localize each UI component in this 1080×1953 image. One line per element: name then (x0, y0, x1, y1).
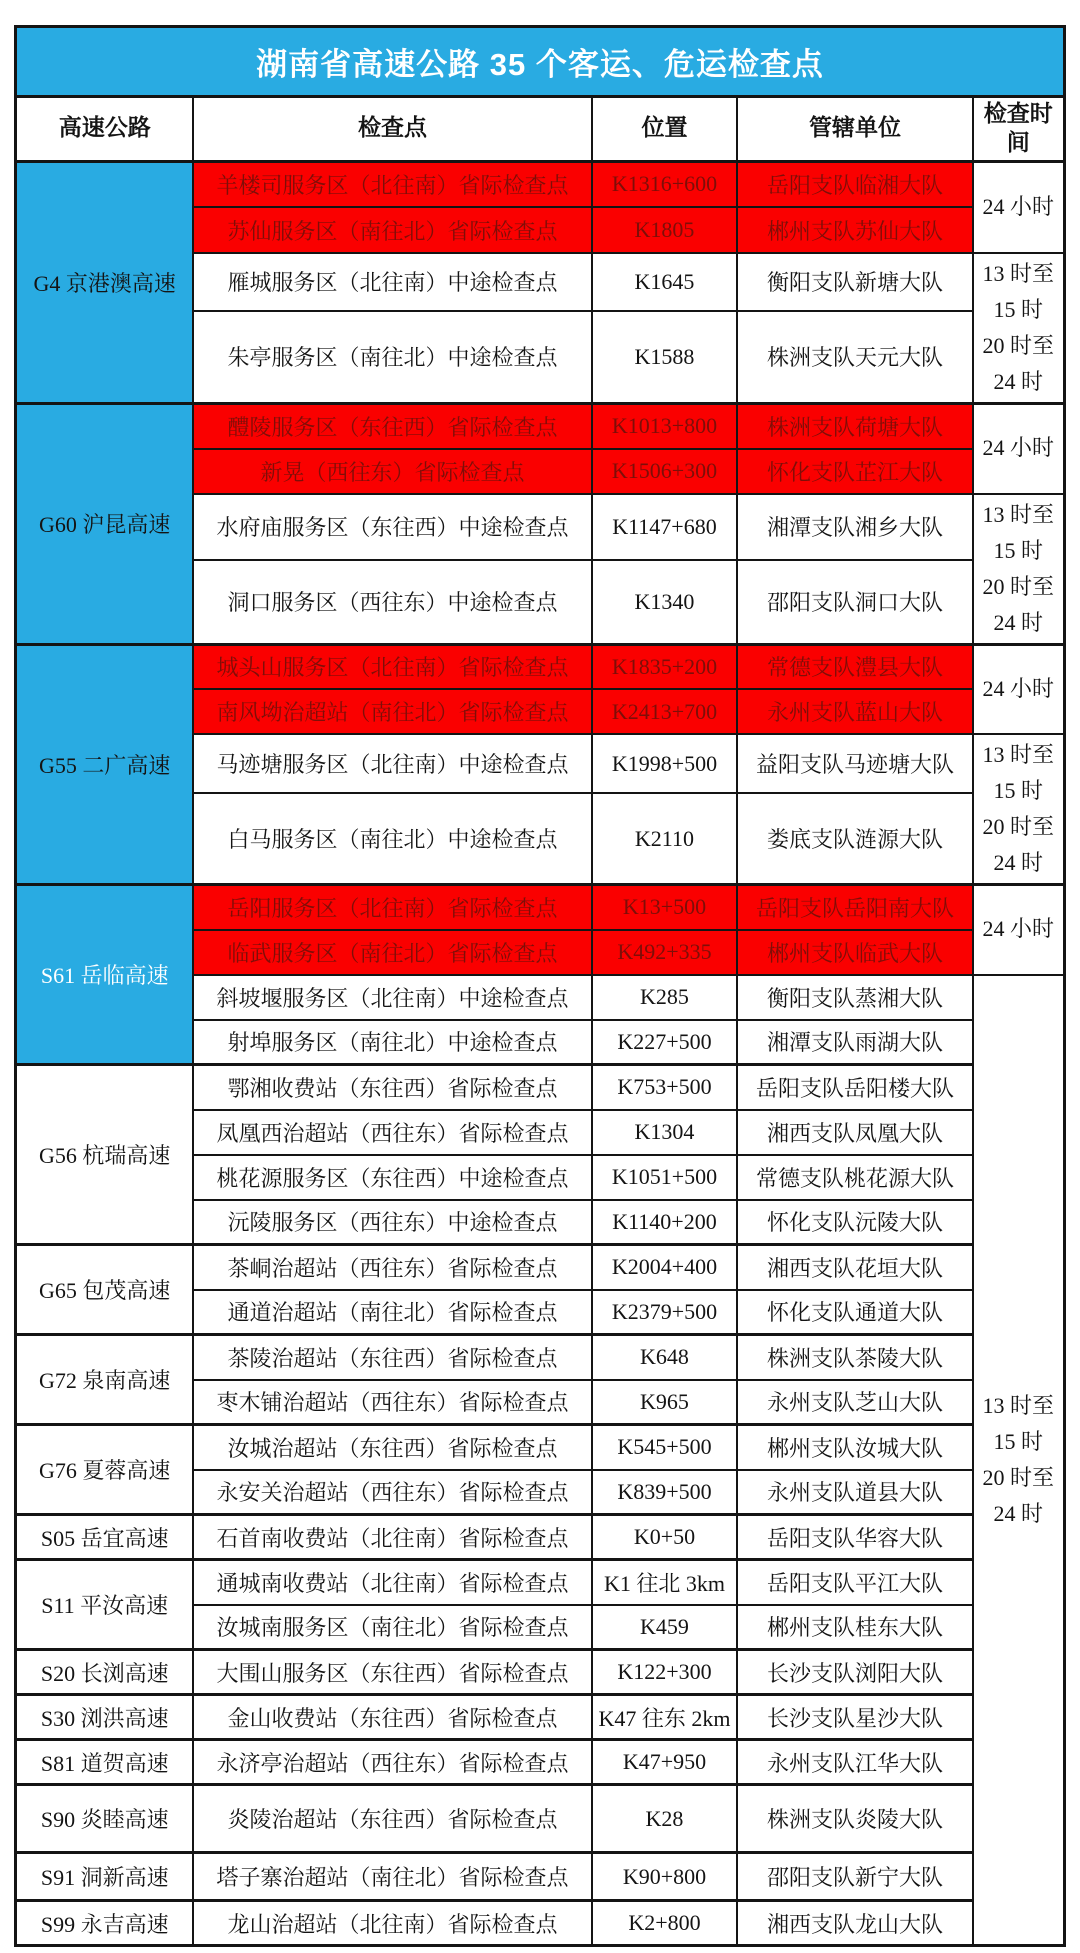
time-cell (973, 494, 1064, 645)
location-cell: K2110 (592, 793, 737, 884)
unit-cell: 郴州支队汝城大队 (737, 1425, 973, 1470)
time-cell-merged (973, 975, 1064, 1946)
unit-cell: 株洲支队天元大队 (737, 311, 973, 404)
highway-cell: S90 炎睦高速 (16, 1785, 193, 1853)
checkpoint-cell: 大围山服务区（东往西）省际检查点 (193, 1650, 592, 1695)
unit-cell: 邵阳支队新宁大队 (737, 1853, 973, 1901)
location-cell: K1316+600 (592, 161, 737, 207)
location-cell: K90+800 (592, 1853, 737, 1901)
time-cell (973, 734, 1064, 885)
header-location: 位置 (592, 97, 737, 162)
unit-cell: 湘西支队花垣大队 (737, 1245, 973, 1290)
checkpoint-cell: 雁城服务区（北往南）中途检查点 (193, 253, 592, 311)
unit-cell: 岳阳支队岳阳楼大队 (737, 1065, 973, 1110)
checkpoint-cell: 桃花源服务区（东往西）中途检查点 (193, 1155, 592, 1200)
highway-cell: G4 京港澳高速 (16, 161, 193, 404)
checkpoint-cell: 射埠服务区（南往北）中途检查点 (193, 1020, 592, 1065)
checkpoint-cell: 苏仙服务区（南往北）省际检查点 (193, 207, 592, 253)
unit-cell: 衡阳支队蒸湘大队 (737, 975, 973, 1020)
location-cell: K459 (592, 1605, 737, 1650)
unit-cell: 长沙支队星沙大队 (737, 1695, 973, 1740)
location-cell: K965 (592, 1380, 737, 1425)
unit-cell: 常德支队澧县大队 (737, 644, 973, 689)
location-cell: K0+50 (592, 1515, 737, 1560)
unit-cell: 湘潭支队湘乡大队 (737, 494, 973, 560)
time-line: 20 时至 (982, 814, 1054, 839)
checkpoint-table (14, 25, 1065, 1947)
time-cell: 24 小时 (973, 161, 1064, 253)
time-line: 15 时 (993, 1428, 1043, 1454)
unit-cell: 永州支队芝山大队 (737, 1380, 973, 1425)
time-line: 15 时 (993, 297, 1043, 322)
highway-cell: S61 岳临高速 (16, 885, 193, 1065)
checkpoint-cell: 斜坡堰服务区（北往南）中途检查点 (193, 975, 592, 1020)
unit-cell: 益阳支队马迹塘大队 (737, 734, 973, 793)
highway-cell: S11 平汝高速 (16, 1560, 193, 1650)
unit-cell: 岳阳支队岳阳南大队 (737, 885, 973, 930)
highway-cell: G56 杭瑞高速 (16, 1065, 193, 1245)
checkpoint-cell: 通道治超站（南往北）省际检查点 (193, 1290, 592, 1335)
highway-cell: S05 岳宜高速 (16, 1515, 193, 1560)
highway-cell: G72 泉南高速 (16, 1335, 193, 1425)
page-title: 湖南省高速公路 35 个客运、危运检查点 (16, 27, 1064, 97)
unit-cell: 永州支队蓝山大队 (737, 689, 973, 734)
unit-cell: 湘潭支队雨湖大队 (737, 1020, 973, 1065)
checkpoint-cell: 沅陵服务区（西往东）中途检查点 (193, 1200, 592, 1245)
checkpoint-cell: 金山收费站（东往西）省际检查点 (193, 1695, 592, 1740)
time-cell: 24 小时 (973, 404, 1064, 494)
checkpoint-cell: 龙山治超站（北往南）省际检查点 (193, 1901, 592, 1946)
unit-cell: 株洲支队炎陵大队 (737, 1785, 973, 1853)
time-cell: 24 小时 (973, 644, 1064, 734)
location-cell: K1506+300 (592, 449, 737, 494)
location-cell: K1805 (592, 207, 737, 253)
unit-cell: 岳阳支队平江大队 (737, 1560, 973, 1605)
location-cell: K2004+400 (592, 1245, 737, 1290)
checkpoint-cell: 永济亭治超站（西往东）省际检查点 (193, 1740, 592, 1785)
unit-cell: 怀化支队通道大队 (737, 1290, 973, 1335)
location-cell: K2+800 (592, 1901, 737, 1946)
unit-cell: 邵阳支队洞口大队 (737, 560, 973, 644)
highway-cell: S99 永吉高速 (16, 1901, 193, 1946)
unit-cell: 岳阳支队临湘大队 (737, 161, 973, 207)
unit-cell: 郴州支队苏仙大队 (737, 207, 973, 253)
checkpoint-cell: 茶陵治超站（东往西）省际检查点 (193, 1335, 592, 1380)
location-cell: K545+500 (592, 1425, 737, 1470)
checkpoint-cell: 水府庙服务区（东往西）中途检查点 (193, 494, 592, 560)
time-line: 13 时至 (982, 1392, 1054, 1418)
checkpoint-cell: 通城南收费站（北往南）省际检查点 (193, 1560, 592, 1605)
highway-cell: S30 浏洪高速 (16, 1695, 193, 1740)
location-cell: K122+300 (592, 1650, 737, 1695)
checkpoint-cell: 新晃（西往东）省际检查点 (193, 449, 592, 494)
checkpoint-cell: 鄂湘收费站（东往西）省际检查点 (193, 1065, 592, 1110)
unit-cell: 郴州支队桂东大队 (737, 1605, 973, 1650)
unit-cell: 湘西支队龙山大队 (737, 1901, 973, 1946)
unit-cell: 长沙支队浏阳大队 (737, 1650, 973, 1695)
unit-cell: 娄底支队涟源大队 (737, 793, 973, 884)
header-highway: 高速公路 (16, 97, 193, 162)
location-cell: K47+950 (592, 1740, 737, 1785)
checkpoint-cell: 洞口服务区（西往东）中途检查点 (193, 560, 592, 644)
location-cell: K648 (592, 1335, 737, 1380)
time-line: 24 时 (993, 850, 1043, 875)
checkpoint-cell: 汝城治超站（东往西）省际检查点 (193, 1425, 592, 1470)
time-line: 20 时至 (982, 573, 1054, 599)
checkpoint-cell: 白马服务区（南往北）中途检查点 (193, 793, 592, 884)
location-cell: K1304 (592, 1110, 737, 1155)
highway-cell: S20 长浏高速 (16, 1650, 193, 1695)
location-cell: K1147+680 (592, 494, 737, 560)
location-cell: K1588 (592, 311, 737, 404)
checkpoint-cell: 塔子寨治超站（南往北）省际检查点 (193, 1853, 592, 1901)
location-cell: K285 (592, 975, 737, 1020)
checkpoint-cell: 临武服务区（南往北）省际检查点 (193, 930, 592, 975)
location-cell: K492+335 (592, 930, 737, 975)
location-cell: K1340 (592, 560, 737, 644)
time-line: 24 时 (993, 609, 1043, 635)
highway-cell: S91 洞新高速 (16, 1853, 193, 1901)
checkpoint-cell: 醴陵服务区（东往西）省际检查点 (193, 404, 592, 449)
time-line: 13 时至 (982, 742, 1054, 767)
checkpoint-cell: 炎陵治超站（东往西）省际检查点 (193, 1785, 592, 1853)
time-line: 15 时 (993, 537, 1043, 563)
location-cell: K227+500 (592, 1020, 737, 1065)
checkpoint-cell: 岳阳服务区（北往南）省际检查点 (193, 885, 592, 930)
unit-cell: 株洲支队荷塘大队 (737, 404, 973, 449)
location-cell: K1013+800 (592, 404, 737, 449)
highway-cell: G60 沪昆高速 (16, 404, 193, 645)
time-line: 24 时 (993, 1500, 1043, 1526)
highway-cell: S81 道贺高速 (16, 1740, 193, 1785)
time-line: 13 时至 (982, 261, 1054, 286)
checkpoint-cell: 马迹塘服务区（北往南）中途检查点 (193, 734, 592, 793)
time-line: 20 时至 (982, 1464, 1054, 1490)
header-checkpoint: 检查点 (193, 97, 592, 162)
checkpoint-cell: 汝城南服务区（南往北）省际检查点 (193, 1605, 592, 1650)
location-cell: K1051+500 (592, 1155, 737, 1200)
checkpoint-cell: 城头山服务区（北往南）省际检查点 (193, 644, 592, 689)
checkpoint-cell: 羊楼司服务区（北往南）省际检查点 (193, 161, 592, 207)
checkpoint-cell: 枣木铺治超站（西往东）省际检查点 (193, 1380, 592, 1425)
checkpoint-cell: 南风坳治超站（南往北）省际检查点 (193, 689, 592, 734)
location-cell: K13+500 (592, 885, 737, 930)
time-line: 13 时至 (982, 501, 1054, 527)
unit-cell: 永州支队江华大队 (737, 1740, 973, 1785)
time-line: 15 时 (993, 778, 1043, 803)
highway-cell: G55 二广高速 (16, 644, 193, 885)
checkpoint-cell: 茶峒治超站（西往东）省际检查点 (193, 1245, 592, 1290)
location-cell: K1 往北 3km (592, 1560, 737, 1605)
unit-cell: 岳阳支队华容大队 (737, 1515, 973, 1560)
location-cell: K28 (592, 1785, 737, 1853)
checkpoint-cell: 石首南收费站（北往南）省际检查点 (193, 1515, 592, 1560)
unit-cell: 衡阳支队新塘大队 (737, 253, 973, 311)
time-cell (973, 253, 1064, 404)
time-line: 20 时至 (982, 333, 1054, 358)
unit-cell: 常德支队桃花源大队 (737, 1155, 973, 1200)
highway-cell: G76 夏蓉高速 (16, 1425, 193, 1515)
location-cell: K47 往东 2km (592, 1695, 737, 1740)
checkpoint-cell: 凤凰西治超站（西往东）省际检查点 (193, 1110, 592, 1155)
location-cell: K1998+500 (592, 734, 737, 793)
location-cell: K753+500 (592, 1065, 737, 1110)
header-unit: 管辖单位 (737, 97, 973, 162)
checkpoint-cell: 永安关治超站（西往东）省际检查点 (193, 1470, 592, 1515)
location-cell: K1140+200 (592, 1200, 737, 1245)
unit-cell: 永州支队道县大队 (737, 1470, 973, 1515)
location-cell: K2413+700 (592, 689, 737, 734)
header-time: 检查时间 (973, 97, 1064, 162)
unit-cell: 郴州支队临武大队 (737, 930, 973, 975)
location-cell: K1645 (592, 253, 737, 311)
time-cell: 24 小时 (973, 885, 1064, 975)
unit-cell: 怀化支队沅陵大队 (737, 1200, 973, 1245)
highway-cell: G65 包茂高速 (16, 1245, 193, 1335)
checkpoint-cell: 朱亭服务区（南往北）中途检查点 (193, 311, 592, 404)
location-cell: K2379+500 (592, 1290, 737, 1335)
unit-cell: 湘西支队凤凰大队 (737, 1110, 973, 1155)
time-line: 24 时 (993, 369, 1043, 394)
location-cell: K1835+200 (592, 644, 737, 689)
location-cell: K839+500 (592, 1470, 737, 1515)
unit-cell: 怀化支队芷江大队 (737, 449, 973, 494)
unit-cell: 株洲支队茶陵大队 (737, 1335, 973, 1380)
